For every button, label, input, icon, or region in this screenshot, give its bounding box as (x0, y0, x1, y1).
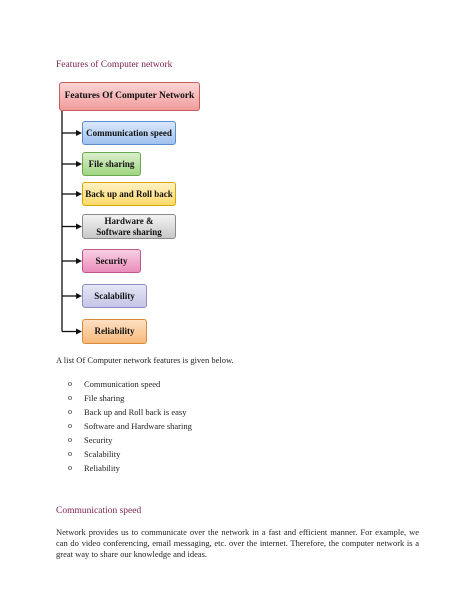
diagram-item-label-line: Security (95, 255, 128, 266)
list-item (68, 419, 192, 433)
diagram-item-label (85, 189, 173, 199)
diagram-item-box (82, 249, 141, 273)
intro-text: A list Of Computer network features is given below. (56, 355, 234, 365)
list-item-text: File sharing (84, 393, 125, 403)
feature-list (68, 377, 192, 475)
diagram-item-label (86, 128, 172, 138)
list-item (68, 391, 192, 405)
bullet-marker: o (68, 435, 72, 444)
diagram-item-box (82, 182, 176, 206)
bullet-marker: o (68, 463, 72, 472)
diagram-item-label-line: File sharing (88, 158, 135, 169)
diagram-item-label-line: Back up and Roll back (85, 188, 173, 199)
diagram-item-box (82, 319, 147, 344)
list-item-text: Security (84, 435, 113, 445)
bullet-marker: o (68, 449, 72, 458)
list-item (68, 405, 192, 419)
list-item (68, 377, 192, 391)
diagram-item-label (95, 326, 135, 336)
diagram-item-label-line: Scalability (94, 290, 135, 301)
diagram-item-box (82, 152, 141, 176)
bullet-marker: o (68, 407, 72, 416)
diagram-item-label (94, 291, 135, 301)
diagram-item-box (82, 284, 147, 308)
list-item-text: Software and Hardware sharing (84, 421, 192, 431)
diagram-item-label (96, 216, 162, 237)
diagram-item-label-line: Hardware & (104, 216, 154, 227)
diagram-item-box (82, 214, 176, 239)
diagram-item-box (82, 121, 176, 145)
diagram-root-box: Features Of Computer Network (59, 82, 200, 111)
bullet-marker: o (68, 393, 72, 402)
bullet-marker: o (68, 379, 72, 388)
communication-speed-paragraph: Network provides us to communicate over the network in a fast and efficient manner. For example, we can do video conferencing, email messaging, etc. over the internet. Therefore, the computer network is a great way to share our knowledge and ideas. (56, 527, 419, 559)
list-item (68, 461, 192, 475)
bullet-marker: o (68, 421, 72, 430)
list-item-text: Reliability (84, 463, 120, 473)
list-item-text: Scalability (84, 449, 121, 459)
diagram-item-label-line: Communication speed (86, 127, 172, 138)
list-item (68, 433, 192, 447)
diagram-item-label (96, 256, 128, 266)
features-heading: Features of Computer network (56, 60, 173, 70)
diagram-item-label (89, 159, 135, 169)
diagram-item-label-line: Reliability (94, 326, 135, 337)
list-item-text: Back up and Roll back is easy (84, 407, 187, 417)
communication-speed-heading: Communication speed (56, 506, 142, 516)
list-item (68, 447, 192, 461)
list-item-text: Communication speed (84, 379, 161, 389)
diagram-item-label-line: Software sharing (96, 226, 162, 237)
